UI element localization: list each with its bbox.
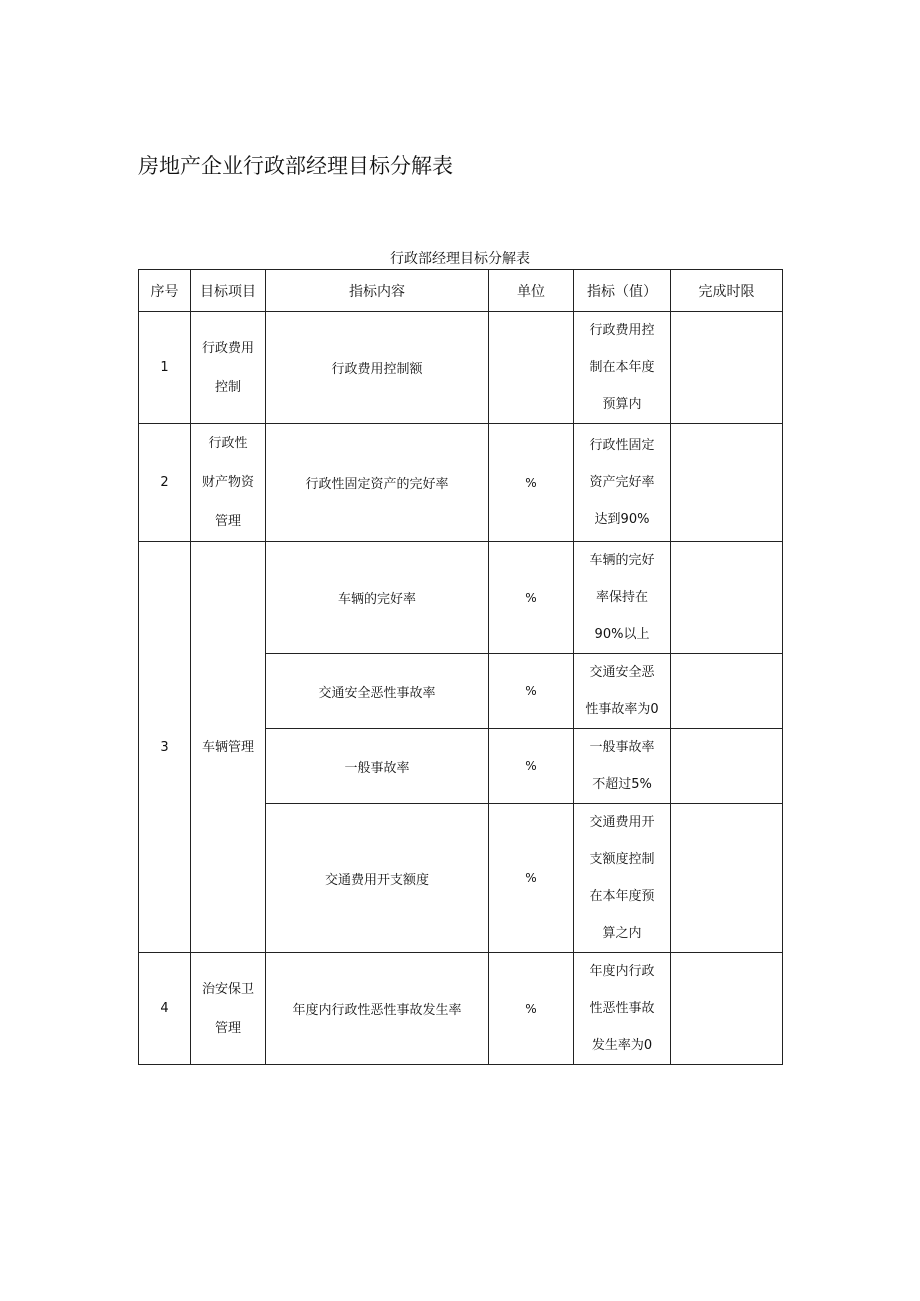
target-value-cell-line: 车辆的完好 [589,553,655,568]
goal-item-cell-line: 财产物资 [201,475,254,490]
deadline-cell [671,729,783,804]
deadline-cell [671,654,783,729]
header-item: 目标项目 [191,270,266,312]
goal-item-cell-line: 行政费用 [201,340,254,356]
indicator-content-cell: 行政费用控制额 [266,312,489,424]
goal-item-cell-line: 车辆管理 [201,739,254,755]
row-number-cell: 1 [139,312,191,424]
table-row [139,953,783,1065]
goal-item-cell-line: 治安保卫 [201,981,254,997]
unit-cell: % [489,654,574,729]
document-title: 房地产企业行政部经理目标分解表 [138,154,453,178]
unit-cell: % [489,424,574,542]
table-caption: 行政部经理目标分解表 [390,251,530,267]
unit-cell: % [489,804,574,953]
goal-item-cell [191,953,266,1065]
table-row [139,542,783,654]
indicator-content-cell: 行政性固定资产的完好率 [266,424,489,542]
row-number-cell: 4 [139,953,191,1065]
table-body [139,312,783,1065]
header-unit: 单位 [489,270,574,312]
target-value-cell [574,953,671,1065]
target-value-cell-line: 率保持在 [595,590,648,605]
target-value-cell [574,312,671,424]
goal-item-cell-line: 控制 [214,379,241,395]
goal-item-cell [191,424,266,542]
unit-cell: % [489,953,574,1065]
target-value-cell-line: 行政费用控 [589,323,655,338]
target-value-cell [574,729,671,804]
goal-item-cell [191,542,266,953]
target-value-cell-line: 性恶性事故 [589,1001,655,1016]
target-value-cell-line: 达到90% [594,512,650,527]
target-value-cell-line: 不超过5% [592,777,652,792]
target-value-cell-line: 一般事故率 [589,740,655,755]
target-value-cell-line: 支额度控制 [589,852,655,867]
row-number-cell: 2 [139,424,191,542]
indicator-content-cell: 年度内行政性恶性事故发生率 [266,953,489,1065]
target-value-cell-line: 90%以上 [594,627,650,642]
target-value-cell-line: 预算内 [602,397,642,412]
target-value-cell-line: 算之内 [602,926,642,941]
header-no: 序号 [139,270,191,312]
target-value-cell-line: 行政性固定 [589,438,655,453]
deadline-cell [671,953,783,1065]
target-value-cell [574,654,671,729]
target-value-cell-line: 交通费用开 [589,815,655,830]
target-value-cell [574,542,671,654]
unit-cell: % [489,542,574,654]
indicator-content-cell: 一般事故率 [266,729,489,804]
goal-item-cell-line: 管理 [214,1020,241,1036]
table-row [139,312,783,424]
target-value-cell-line: 制在本年度 [589,360,655,375]
unit-cell [489,312,574,424]
target-value-cell [574,424,671,542]
goal-breakdown-table [138,269,783,1065]
deadline-cell [671,542,783,654]
deadline-cell [671,312,783,424]
target-value-cell-line: 发生率为0 [591,1038,653,1053]
header-row [139,270,783,312]
unit-cell: % [489,729,574,804]
goal-item-cell [191,312,266,424]
goal-item-cell-line: 管理 [214,514,241,529]
header-target: 指标（值） [574,270,671,312]
deadline-cell [671,424,783,542]
target-value-cell-line: 年度内行政 [589,964,655,979]
target-value-cell-line: 交通安全恶 [589,665,655,680]
target-value-cell-line: 在本年度预 [589,889,655,904]
target-value-cell-line: 资产完好率 [589,475,655,490]
row-number-cell: 3 [139,542,191,953]
target-value-cell-line: 性事故率为0 [585,702,659,717]
indicator-content-cell: 交通费用开支额度 [266,804,489,953]
indicator-content-cell: 交通安全恶性事故率 [266,654,489,729]
table-row [139,424,783,542]
target-value-cell [574,804,671,953]
indicator-content-cell: 车辆的完好率 [266,542,489,654]
goal-item-cell-line: 行政性 [208,436,248,451]
header-content: 指标内容 [266,270,489,312]
header-deadline: 完成时限 [671,270,783,312]
deadline-cell [671,804,783,953]
